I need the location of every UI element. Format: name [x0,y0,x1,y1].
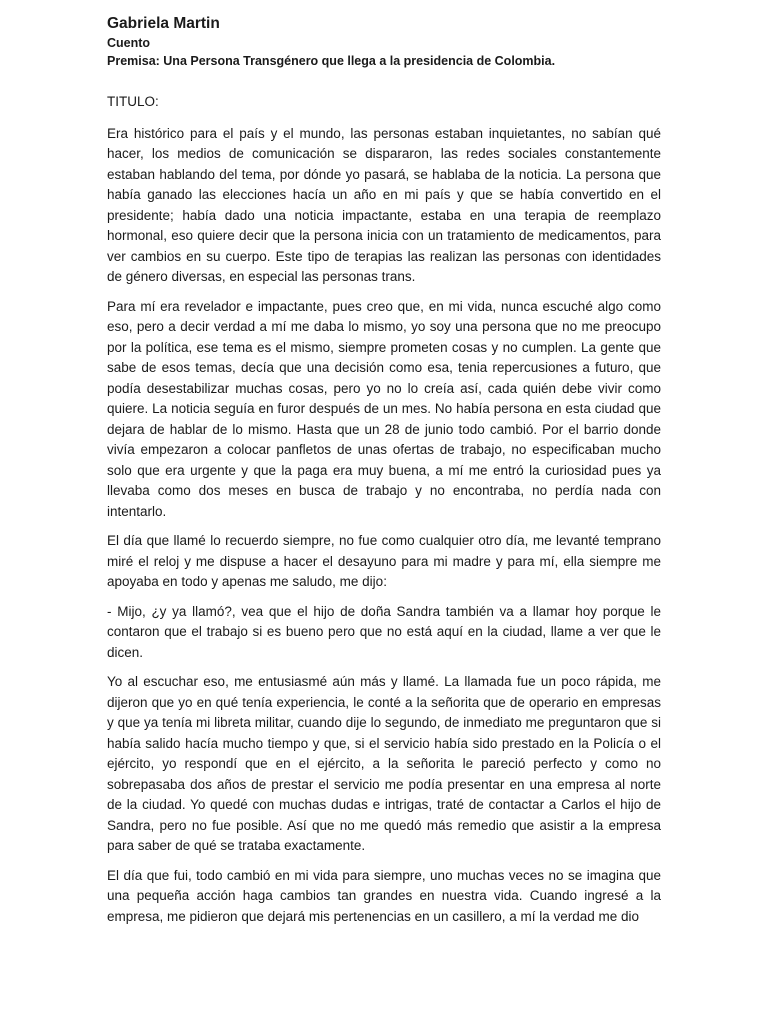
paragraph-6: El día que fui, todo cambió en mi vida para siempre, uno muchas veces no se imagina que una pequeña acción haga cambios tan grandes en nuestra vida. Cuando ingresé a la empresa, me pidieron que dejará mis pertenencias en un casillero, a mí la verdad me dio [107,867,661,924]
author-name: Gabriela Martin [107,15,220,32]
paragraph-2: Para mí era revelador e impactante, pues creo que, en mi vida, nunca escuché algo como eso, pero a decir verdad a mí me daba lo mismo, yo soy una persona que no me preocupo por la política, ese tema es el mismo, siempre prometen cosas y no cumplen. La gente que sabe de esos temas, decía que una decisión como esa, tenia repercusiones a futuro, que podía desestabilizar muchas cosas, pero yo no lo creía así, cada quién debe vivir como quiere. La noticia seguía en furor después de un mes. No había persona en esta ciudad que dejara de hablar de lo mismo. Hasta que un 28 de junio todo cambió. Por el barrio donde vivía empezaron a colocar panfletos de unas ofertas de trabajo, no especificaban mucho solo que era urgente y que la paga era muy buena, a mí me entró la curiosidad pues ya llevaba como dos meses en busca de trabajo y no encontraba, no perdía nada con intentarlo. [107,298,661,519]
paragraph-1: Era histórico para el país y el mundo, las personas estaban inquietantes, no sabían qué hacer, los medios de comunicación se dispararon, las redes sociales constantemente estaban hablando del tema, por dónde yo pasará, se hablaba de la noticia. La persona que había ganado las elecciones hacía un año en mi país y que se había convertido en el presidente; había dado una noticia impactante, estaba en una terapia de reemplazo hormonal, eso quiere decir que la persona inicia con un tratamiento de medicamentos, para ver cambios en su cuerpo. Este tipo de terapias las realizan las personas con identidades de género diversas, en especial las personas trans. [107,125,661,284]
paragraph-3: El día que llamé lo recuerdo siempre, no fue como cualquier otro día, me levanté temprano miré el reloj y me dispuse a hacer el desayuno para mi madre y para mí, ella siempre me apoyaba en todo y apenas me saludo, me dijo: [107,533,661,589]
premise-line: Premisa: Una Persona Transgénero que llega a la presidencia de Colombia. [107,54,556,68]
paragraph-4: - Mijo, ¿y ya llamó?, vea que el hijo de doña Sandra también va a llamar hoy porque le contaron que el trabajo si es bueno pero que no está aquí en la ciudad, llame a ver que le dicen. [107,603,661,660]
story-title: TITULO: [107,94,159,109]
document-page [107,14,661,927]
genre-label: Cuento [107,36,151,50]
paragraph-5: Yo al escuchar eso, me entusiasmé aún más y llamé. La llamada fue un poco rápida, me dijeron que yo en qué tenía experiencia, le conté a la señorita que de operario en empresas y que ya tenía mi libreta militar, cuando dije lo segundo, de inmediato me preguntaron que si había salido hacía mucho tiempo y que, si el servicio había sido prestado en la Policía o el ejército, yo respondí que en el ejército, a la señorita le pareció perfecto y como no sobrepasaba dos años de prestar el servicio me podía presentar en una empresa al norte de la ciudad. Yo quedé con muchas dudas e intrigas, traté de contactar a Carlos el hijo de Sandra, pero no fue posible. Así que no me quedó más remedio que asistir a la empresa para saber de qué se trataba exactamente. [107,674,661,853]
